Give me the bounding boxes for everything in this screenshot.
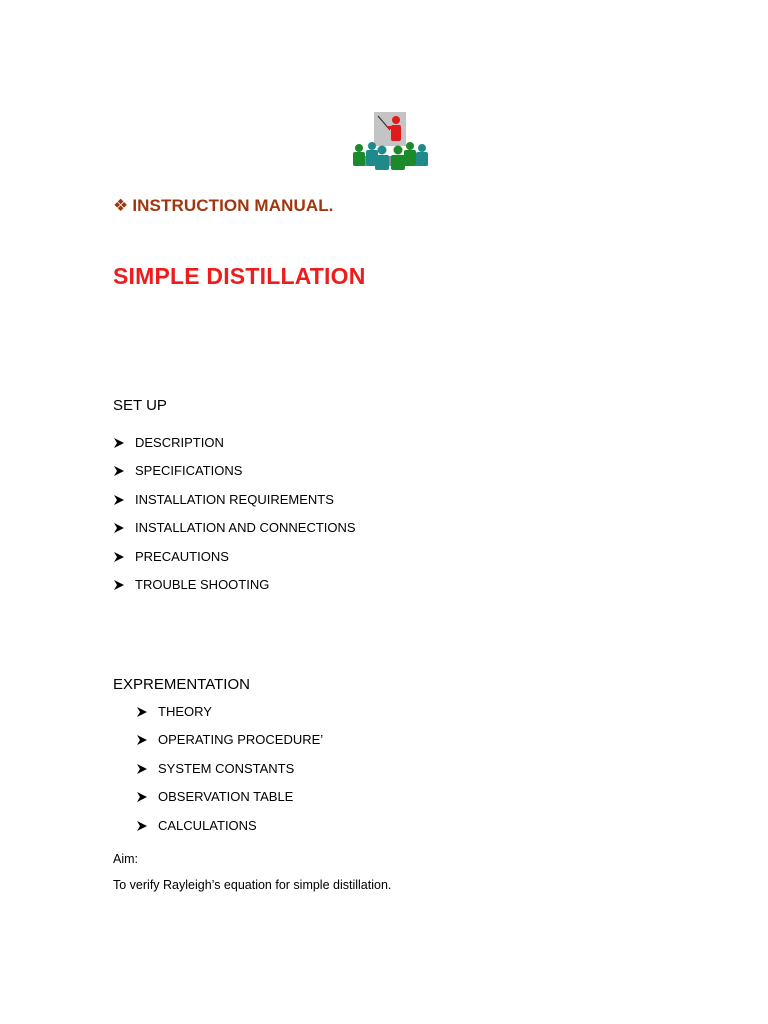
list-item-label: SYSTEM CONSTANTS bbox=[158, 760, 295, 776]
arrow-bullet-icon bbox=[113, 551, 125, 563]
arrow-bullet-icon bbox=[136, 820, 148, 832]
aim-text: To verify Rayleigh’s equation for simple distillation. bbox=[113, 878, 392, 892]
experimentation-section-title: EXPREMENTATION bbox=[113, 676, 250, 693]
list-item-label: TROUBLE SHOOTING bbox=[135, 576, 270, 592]
list-item-label: OBSERVATION TABLE bbox=[158, 789, 294, 805]
arrow-bullet-icon bbox=[136, 706, 148, 718]
list-item-label: PRECAUTIONS bbox=[135, 548, 229, 564]
arrow-bullet-icon bbox=[113, 522, 125, 534]
aim-label: Aim: bbox=[113, 852, 138, 866]
list-item-label: OPERATING PROCEDURE’ bbox=[158, 732, 324, 748]
list-item-label: DESCRIPTION bbox=[135, 435, 224, 450]
setup-section-title: SET UP bbox=[113, 397, 167, 414]
arrow-bullet-icon bbox=[113, 437, 125, 449]
instruction-manual-heading bbox=[113, 196, 334, 216]
arrow-bullet-icon bbox=[113, 494, 125, 506]
arrow-bullet-icon bbox=[136, 791, 148, 803]
list-item-label: INSTALLATION REQUIREMENTS bbox=[135, 491, 334, 507]
arrow-bullet-icon bbox=[113, 579, 125, 591]
list-item-label: SPECIFICATIONS bbox=[135, 463, 243, 479]
instruction-manual-label: INSTRUCTION MANUAL. bbox=[132, 196, 334, 215]
presenter-with-audience-icon bbox=[350, 110, 432, 172]
document-title: SIMPLE DISTILLATION bbox=[113, 263, 366, 289]
list-item-label: THEORY bbox=[158, 704, 212, 719]
diamond-bullet-icon: ❖ bbox=[113, 196, 129, 215]
arrow-bullet-icon bbox=[113, 465, 125, 477]
list-item-label: INSTALLATION AND CONNECTIONS bbox=[135, 520, 356, 536]
arrow-bullet-icon bbox=[136, 734, 148, 746]
list-item-label: CALCULATIONS bbox=[158, 817, 257, 833]
arrow-bullet-icon bbox=[136, 763, 148, 775]
